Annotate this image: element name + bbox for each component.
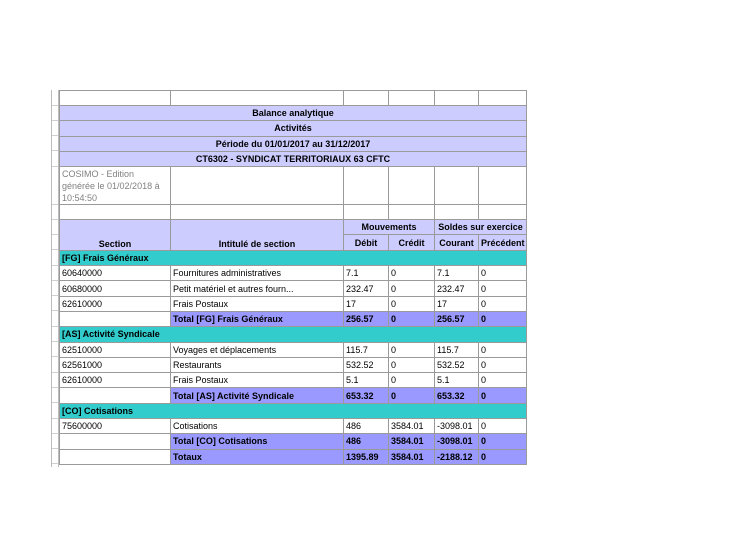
group-total-row — [60, 388, 527, 403]
row-gutter — [51, 90, 59, 467]
total-debit: 486 — [344, 434, 389, 449]
gutter-line — [52, 280, 58, 281]
grand-total-row — [60, 449, 527, 464]
section-label: Petit matériel et autres fourn... — [171, 281, 344, 296]
subtitle-row — [60, 121, 527, 136]
report-period: Période du 01/01/2017 au 31/12/2017 — [60, 136, 527, 151]
section-label: Frais Postaux — [171, 373, 344, 388]
table-row — [60, 342, 527, 357]
total-credit: 0 — [389, 311, 435, 326]
amount-credit: 0 — [389, 266, 435, 281]
section-code: 60680000 — [60, 281, 171, 296]
gutter-line — [52, 150, 58, 151]
section-label: Restaurants — [171, 357, 344, 372]
group-title: [AS] Activité Syndicale — [60, 327, 527, 342]
total-current: 653.32 — [435, 388, 479, 403]
report-subtitle: Activités — [60, 121, 527, 136]
group-total-row — [60, 311, 527, 326]
period-row — [60, 136, 527, 151]
gutter-line — [52, 219, 58, 220]
gutter-line — [52, 105, 58, 106]
header-section: Section — [60, 220, 171, 251]
gutter-line — [52, 295, 58, 296]
grand-total-credit: 3584.01 — [389, 449, 435, 464]
amount-credit: 0 — [389, 296, 435, 311]
section-code: 62561000 — [60, 357, 171, 372]
amount-previous: 0 — [479, 266, 527, 281]
total-credit: 0 — [389, 388, 435, 403]
gutter-line — [52, 310, 58, 311]
spreadsheet-page — [51, 90, 526, 467]
group-total-label: Total [FG] Frais Généraux — [171, 311, 344, 326]
gutter-line — [52, 135, 58, 136]
header-current: Courant — [435, 235, 479, 250]
amount-current: 5.1 — [435, 373, 479, 388]
gutter-line — [52, 234, 58, 235]
gutter-line — [52, 120, 58, 121]
amount-credit: 0 — [389, 357, 435, 372]
total-spacer — [60, 449, 171, 464]
group-header-row — [60, 327, 527, 342]
generated-note-row — [60, 167, 527, 205]
group-total-row — [60, 434, 527, 449]
amount-credit: 3584.01 — [389, 419, 435, 434]
title-row — [60, 106, 527, 121]
gutter-line — [52, 402, 58, 403]
amount-credit: 0 — [389, 281, 435, 296]
grand-total-debit: 1395.89 — [344, 449, 389, 464]
header-previous: Précédent — [479, 235, 527, 250]
amount-previous: 0 — [479, 342, 527, 357]
amount-debit: 532.52 — [344, 357, 389, 372]
total-debit: 653.32 — [344, 388, 389, 403]
amount-credit: 0 — [389, 342, 435, 357]
amount-debit: 17 — [344, 296, 389, 311]
total-debit: 256.57 — [344, 311, 389, 326]
gutter-line — [52, 418, 58, 419]
balance-table — [59, 90, 527, 465]
section-code: 62610000 — [60, 373, 171, 388]
report-title: Balance analytique — [60, 106, 527, 121]
amount-previous: 0 — [479, 373, 527, 388]
amount-previous: 0 — [479, 357, 527, 372]
group-title: [CO] Cotisations — [60, 403, 527, 418]
blank-row — [60, 205, 527, 220]
header-label: Intitulé de section — [171, 220, 344, 251]
amount-current: 115.7 — [435, 342, 479, 357]
section-code: 75600000 — [60, 419, 171, 434]
gutter-line — [52, 265, 58, 266]
header-movements: Mouvements — [344, 220, 435, 235]
group-header-row — [60, 403, 527, 418]
gutter-line — [52, 166, 58, 167]
gutter-line — [52, 356, 58, 357]
section-label: Cotisations — [171, 419, 344, 434]
gutter-line — [52, 448, 58, 449]
section-label: Fournitures administratives — [171, 266, 344, 281]
section-code: 62610000 — [60, 296, 171, 311]
amount-debit: 7.1 — [344, 266, 389, 281]
table-row — [60, 419, 527, 434]
gutter-line — [52, 249, 58, 250]
generated-note: COSIMO - Edition générée le 01/02/2018 à 10:54:50 — [60, 167, 171, 205]
total-spacer — [60, 434, 171, 449]
table-row — [60, 357, 527, 372]
group-header-row — [60, 250, 527, 265]
amount-previous: 0 — [479, 296, 527, 311]
gutter-line — [52, 341, 58, 342]
total-credit: 3584.01 — [389, 434, 435, 449]
header-row-1 — [60, 220, 527, 235]
table-row — [60, 373, 527, 388]
section-label: Voyages et déplacements — [171, 342, 344, 357]
total-current: -3098.01 — [435, 434, 479, 449]
amount-current: 7.1 — [435, 266, 479, 281]
section-code: 62510000 — [60, 342, 171, 357]
gutter-line — [52, 372, 58, 373]
gutter-line — [52, 387, 58, 388]
gutter-line — [52, 204, 58, 205]
table-row — [60, 266, 527, 281]
amount-previous: 0 — [479, 419, 527, 434]
total-previous: 0 — [479, 311, 527, 326]
header-debit: Débit — [344, 235, 389, 250]
total-current: 256.57 — [435, 311, 479, 326]
report-organization: CT6302 - SYNDICAT TERRITORIAUX 63 CFTC — [60, 151, 527, 166]
gutter-line — [52, 433, 58, 434]
section-label: Frais Postaux — [171, 296, 344, 311]
total-previous: 0 — [479, 388, 527, 403]
amount-current: 17 — [435, 296, 479, 311]
table-row — [60, 296, 527, 311]
amount-debit: 5.1 — [344, 373, 389, 388]
grand-total-label: Totaux — [171, 449, 344, 464]
amount-previous: 0 — [479, 281, 527, 296]
group-title: [FG] Frais Généraux — [60, 250, 527, 265]
header-credit: Crédit — [389, 235, 435, 250]
gutter-line — [52, 463, 58, 464]
amount-current: 232.47 — [435, 281, 479, 296]
gutter-line — [52, 326, 58, 327]
grand-total-previous: 0 — [479, 449, 527, 464]
table-row — [60, 281, 527, 296]
amount-debit: 115.7 — [344, 342, 389, 357]
organization-row — [60, 151, 527, 166]
group-total-label: Total [CO] Cotisations — [171, 434, 344, 449]
total-spacer — [60, 388, 171, 403]
total-spacer — [60, 311, 171, 326]
amount-debit: 486 — [344, 419, 389, 434]
blank-row — [60, 91, 527, 106]
header-balances: Soldes sur exercice — [435, 220, 527, 235]
section-code: 60640000 — [60, 266, 171, 281]
total-previous: 0 — [479, 434, 527, 449]
grand-total-current: -2188.12 — [435, 449, 479, 464]
amount-credit: 0 — [389, 373, 435, 388]
group-total-label: Total [AS] Activité Syndicale — [171, 388, 344, 403]
amount-debit: 232.47 — [344, 281, 389, 296]
amount-current: 532.52 — [435, 357, 479, 372]
amount-current: -3098.01 — [435, 419, 479, 434]
